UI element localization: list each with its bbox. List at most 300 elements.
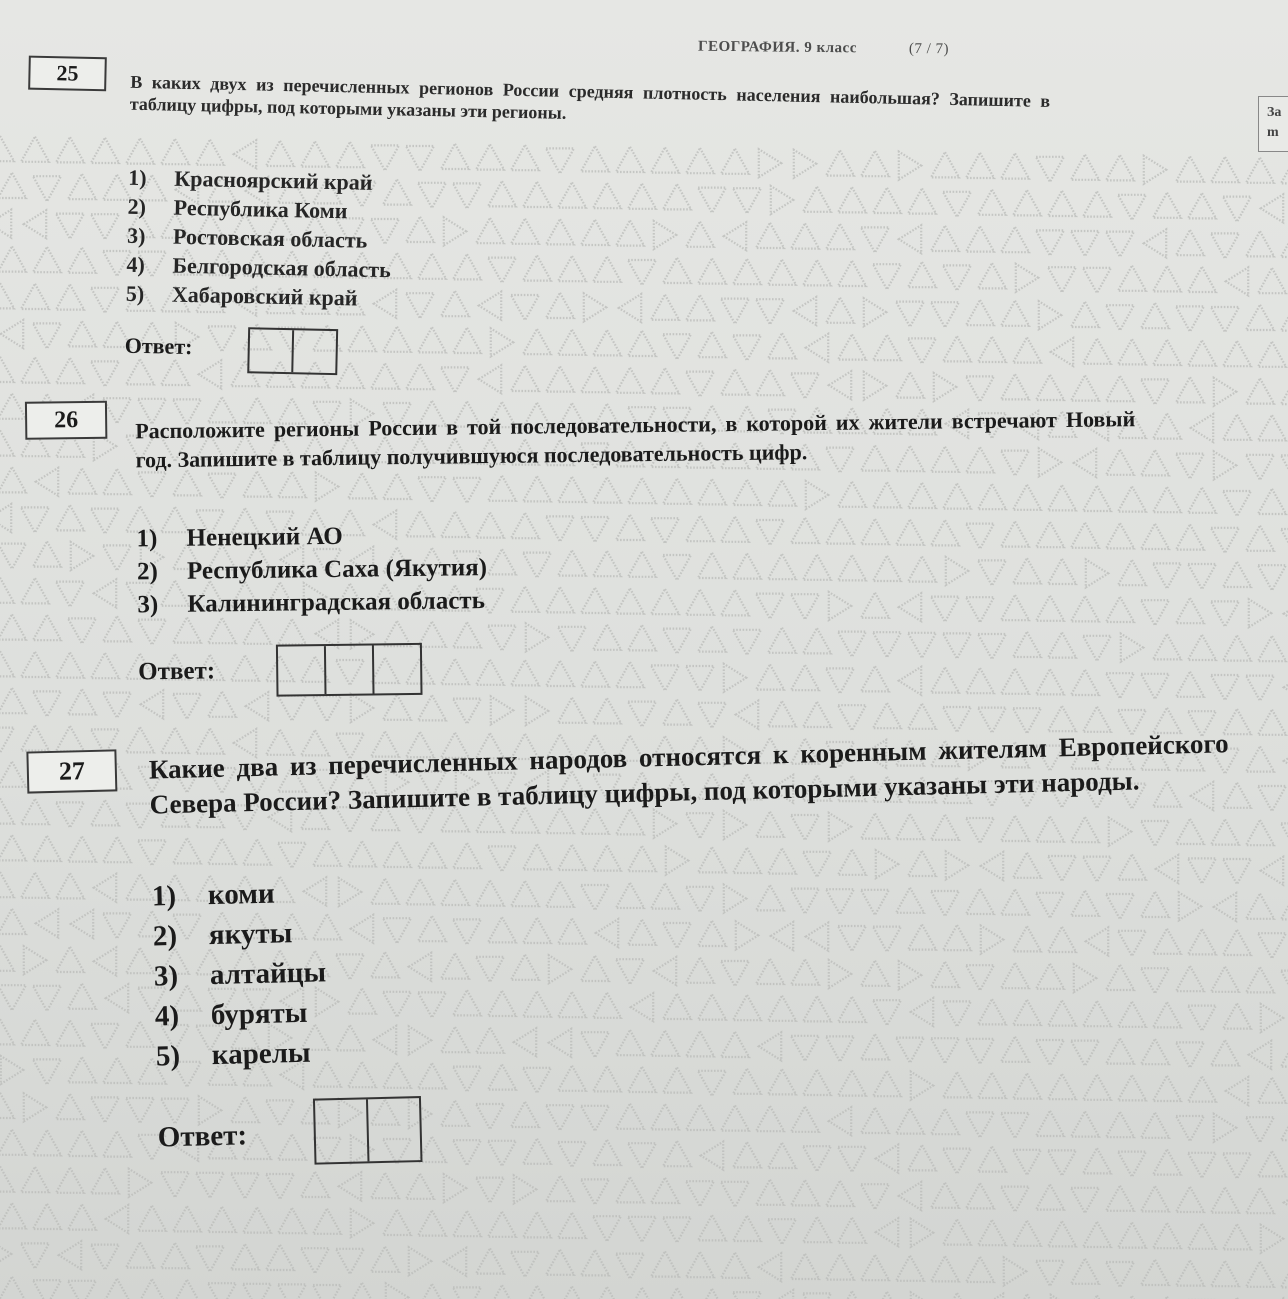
answer-label: Ответ: (124, 332, 193, 360)
watermark-triangle (686, 813, 714, 838)
watermark-triangle (698, 994, 726, 1019)
watermark-triangle (616, 1104, 644, 1129)
watermark-triangle (383, 918, 411, 943)
watermark-triangle (978, 1073, 1006, 1098)
watermark-triangle (616, 220, 644, 245)
watermark-triangle (546, 882, 574, 907)
watermark-triangle (838, 632, 866, 657)
answer-cell[interactable] (326, 645, 375, 694)
watermark-triangle (511, 513, 539, 538)
watermark-triangle (1258, 268, 1286, 293)
watermark-triangle (1176, 1116, 1204, 1141)
watermark-triangle (1246, 1262, 1274, 1287)
watermark-triangle (103, 1279, 131, 1299)
watermark-triangle (1258, 786, 1286, 811)
watermark-triangle (33, 541, 61, 566)
watermark-triangle (1153, 413, 1181, 438)
watermark-triangle (1083, 857, 1111, 882)
watermark-triangle (1176, 598, 1204, 623)
watermark-triangle (1036, 1261, 1064, 1286)
watermark-triangle (1071, 670, 1099, 695)
answer-cell[interactable] (278, 646, 327, 695)
watermark-triangle (771, 1290, 793, 1299)
watermark-triangle (1281, 1041, 1288, 1066)
watermark-triangle (838, 555, 866, 580)
watermark-triangle (593, 551, 621, 576)
watermark-triangle (654, 221, 676, 249)
watermark-triangle (1048, 1000, 1076, 1025)
watermark-triangle (94, 874, 116, 902)
option-list (126, 163, 393, 314)
watermark-triangle (1246, 746, 1274, 771)
watermark-triangle (1188, 564, 1216, 589)
watermark-triangle (0, 246, 26, 271)
watermark-triangle (768, 554, 796, 579)
watermark-triangle (371, 1247, 399, 1272)
watermark-triangle (861, 890, 889, 915)
watermark-triangle (978, 263, 1006, 288)
option-item (136, 518, 486, 555)
watermark-triangle (1106, 673, 1134, 698)
watermark-triangle (1036, 1040, 1064, 1065)
watermark-triangle (803, 996, 831, 1021)
watermark-triangle (1001, 227, 1029, 252)
watermark-triangle (476, 880, 504, 905)
watermark-triangle (1176, 819, 1204, 844)
watermark-triangle (546, 661, 574, 686)
watermark-triangle (1, 1056, 23, 1084)
answer-box[interactable] (313, 1096, 423, 1165)
watermark-triangle (1071, 302, 1099, 327)
watermark-triangle (966, 889, 994, 914)
watermark-triangle (1258, 636, 1286, 661)
watermark-triangle (896, 1038, 924, 1063)
watermark-triangle (1083, 1295, 1111, 1299)
watermark-triangle (546, 219, 574, 244)
watermark-triangle (1036, 230, 1064, 255)
watermark-triangle (1176, 672, 1204, 697)
watermark-triangle (208, 1283, 236, 1299)
watermark-triangle (103, 913, 131, 938)
watermark-triangle (791, 594, 819, 619)
watermark-triangle (899, 225, 921, 253)
watermark-triangle (663, 994, 691, 1019)
watermark-triangle (476, 1178, 504, 1203)
watermark-triangle (1246, 305, 1274, 330)
watermark-triangle (488, 476, 516, 501)
watermark-triangle (829, 813, 851, 841)
watermark-triangle (628, 184, 656, 209)
watermark-triangle (374, 1026, 396, 1054)
watermark-triangle (803, 852, 831, 877)
watermark-triangle (56, 1020, 84, 1045)
watermark-triangle (0, 688, 26, 713)
watermark-triangle (1246, 158, 1274, 183)
watermark-triangle (1214, 451, 1236, 479)
watermark-triangle (721, 517, 749, 542)
watermark-triangle (756, 1106, 784, 1131)
watermark-triangle (803, 187, 831, 212)
watermark-triangle (208, 692, 236, 717)
watermark-triangle (791, 1036, 819, 1061)
watermark-triangle (651, 665, 679, 690)
watermark-triangle (103, 175, 131, 200)
watermark-triangle (476, 1104, 504, 1129)
watermark-triangle (0, 357, 14, 382)
watermark-triangle (1211, 157, 1239, 182)
option-number: 5) (125, 280, 145, 307)
watermark-triangle (546, 1105, 574, 1130)
watermark-triangle (1001, 963, 1029, 988)
watermark-triangle (943, 1293, 971, 1299)
watermark-triangle (899, 593, 921, 621)
answer-cell[interactable] (249, 329, 294, 372)
answer-box[interactable] (276, 643, 423, 697)
answer-cell[interactable] (368, 1098, 420, 1161)
watermark-triangle (33, 1130, 61, 1155)
watermark-triangle (1176, 454, 1204, 479)
watermark-triangle (313, 696, 341, 721)
watermark-triangle (724, 664, 746, 692)
watermark-triangle (138, 840, 166, 865)
watermark-triangle (1144, 229, 1166, 257)
watermark-triangle (581, 367, 609, 392)
watermark-triangle (651, 147, 679, 172)
watermark-triangle (1261, 1225, 1283, 1253)
watermark-triangle (511, 295, 539, 320)
watermark-triangle (654, 957, 676, 985)
watermark-triangle (616, 883, 644, 908)
watermark-triangle (339, 1172, 361, 1200)
option-number: 2) (136, 558, 158, 586)
watermark-triangle (1013, 708, 1041, 733)
watermark-triangle (1153, 487, 1181, 512)
watermark-triangle (873, 264, 901, 289)
watermark-triangle (523, 476, 551, 501)
watermark-triangle (829, 960, 851, 988)
watermark-triangle (721, 1253, 749, 1278)
watermark-triangle (383, 327, 411, 352)
watermark-triangle (418, 695, 446, 720)
watermark-triangle (511, 1102, 539, 1127)
watermark-triangle (756, 664, 784, 689)
watermark-triangle (68, 174, 96, 199)
watermark-triangle (628, 702, 656, 727)
watermark-triangle (383, 695, 411, 720)
task-question: В каких двух из перечисленных регионов России средняя плотность населения наибольшая? Запишите в таблицу цифры, под которыми указаны эти регионы. (129, 71, 1051, 123)
watermark-triangle (651, 589, 679, 614)
watermark-triangle (966, 1112, 994, 1137)
watermark-triangle (619, 294, 641, 322)
watermark-triangle (1176, 156, 1204, 181)
watermark-triangle (701, 1142, 723, 1170)
watermark-triangle (581, 146, 609, 171)
watermark-triangle (966, 597, 994, 622)
answer-box[interactable] (247, 327, 338, 375)
watermark-triangle (56, 582, 84, 607)
watermark-triangle (444, 1248, 466, 1276)
watermark-triangle (103, 1058, 131, 1083)
watermark-triangle (733, 1069, 761, 1094)
watermark-triangle (876, 1145, 898, 1173)
watermark-triangle (756, 370, 784, 395)
watermark-triangle (21, 652, 49, 677)
watermark-triangle (1118, 1075, 1146, 1100)
watermark-triangle (453, 699, 481, 724)
watermark-triangle (68, 1057, 96, 1082)
watermark-triangle (21, 1020, 49, 1045)
watermark-triangle (1048, 706, 1076, 731)
watermark-triangle (21, 799, 49, 824)
watermark-triangle (686, 1031, 714, 1056)
watermark-triangle (351, 915, 373, 943)
watermark-triangle (103, 616, 131, 641)
answer-cell[interactable] (315, 1099, 369, 1162)
watermark-triangle (0, 651, 14, 676)
watermark-triangle (523, 329, 551, 354)
watermark-triangle (1223, 415, 1251, 440)
watermark-triangle (1258, 933, 1286, 958)
watermark-triangle (21, 725, 49, 750)
watermark-triangle (1118, 339, 1146, 364)
watermark-triangle (698, 703, 726, 728)
watermark-triangle (733, 259, 761, 284)
watermark-triangle (523, 918, 551, 943)
watermark-triangle (546, 366, 574, 391)
option-text: буряты (210, 996, 308, 1032)
watermark-triangle (628, 1143, 656, 1168)
watermark-triangle (56, 1168, 84, 1193)
answer-cell[interactable] (293, 330, 336, 373)
watermark-triangle (861, 666, 889, 691)
watermark-triangle (803, 260, 831, 285)
watermark-triangle (756, 812, 784, 837)
watermark-triangle (1223, 491, 1251, 516)
watermark-triangle (1013, 1294, 1041, 1299)
watermark-triangle (196, 1173, 224, 1198)
watermark-triangle (0, 1019, 14, 1044)
watermark-triangle (864, 372, 886, 400)
watermark-triangle (1153, 266, 1181, 291)
answer-cell[interactable] (374, 645, 421, 694)
watermark-triangle (616, 147, 644, 172)
watermark-triangle (546, 1250, 574, 1275)
option-number: 2) (127, 193, 147, 220)
watermark-triangle (1071, 596, 1099, 621)
watermark-triangle (0, 762, 26, 787)
watermark-triangle (488, 991, 516, 1016)
watermark-triangle (1281, 455, 1288, 480)
watermark-triangle (488, 258, 516, 283)
watermark-triangle (406, 217, 434, 242)
watermark-triangle (908, 851, 936, 876)
watermark-triangle (698, 1071, 726, 1096)
watermark-triangle (733, 848, 761, 873)
option-list (136, 518, 487, 621)
watermark-triangle (1261, 194, 1283, 222)
watermark-triangle (838, 482, 866, 507)
option-text: коми (207, 877, 276, 912)
watermark-triangle (511, 955, 539, 980)
watermark-triangle (943, 633, 971, 658)
watermark-triangle (383, 992, 411, 1017)
watermark-triangle (0, 1240, 11, 1268)
watermark-triangle (1141, 892, 1169, 917)
watermark-triangle (94, 579, 116, 607)
watermark-triangle (931, 520, 959, 545)
watermark-triangle (981, 852, 1003, 880)
watermark-triangle (33, 986, 61, 1011)
watermark-triangle (1211, 1040, 1239, 1065)
watermark-triangle (581, 885, 609, 910)
watermark-triangle (1083, 707, 1111, 732)
watermark-triangle (698, 258, 726, 283)
watermark-triangle (138, 1206, 166, 1231)
watermark-triangle (103, 545, 131, 570)
watermark-triangle (1118, 195, 1146, 220)
watermark-triangle (479, 292, 501, 320)
watermark-triangle (616, 1254, 644, 1279)
watermark-triangle (91, 288, 119, 313)
watermark-triangle (663, 479, 691, 504)
watermark-triangle (1214, 893, 1236, 921)
watermark-triangle (208, 326, 236, 351)
watermark-triangle (1141, 379, 1169, 404)
watermark-triangle (581, 588, 609, 613)
watermark-triangle (441, 144, 469, 169)
watermark-triangle (838, 1218, 866, 1243)
watermark-triangle (0, 210, 11, 238)
watermark-triangle (651, 1178, 679, 1203)
watermark-triangle (348, 326, 376, 351)
watermark-triangle (1071, 375, 1099, 400)
watermark-triangle (453, 183, 481, 208)
watermark-triangle (1013, 926, 1041, 951)
watermark-triangle (418, 842, 446, 867)
watermark-triangle (686, 148, 714, 173)
watermark-triangle (103, 837, 131, 862)
watermark-triangle (1258, 489, 1286, 514)
watermark-triangle (911, 998, 933, 1026)
watermark-triangle (1141, 674, 1169, 699)
watermark-triangle (1013, 485, 1041, 510)
watermark-triangle (371, 1173, 399, 1198)
subject-title: ГЕОГРАФИЯ. 9 класс (697, 38, 857, 57)
watermark-triangle (301, 141, 329, 166)
watermark-triangle (1118, 486, 1146, 511)
watermark-triangle (523, 1139, 551, 1164)
watermark-triangle (348, 1062, 376, 1087)
watermark-triangle (453, 254, 481, 279)
watermark-triangle (1106, 1038, 1134, 1063)
watermark-triangle (56, 802, 84, 827)
watermark-triangle (698, 847, 726, 872)
watermark-triangle (1281, 305, 1288, 330)
watermark-triangle (0, 1166, 14, 1191)
watermark-triangle (1284, 747, 1288, 775)
watermark-triangle (756, 520, 784, 545)
watermark-triangle (768, 260, 796, 285)
watermark-triangle (896, 520, 924, 545)
watermark-triangle (733, 480, 761, 505)
watermark-triangle (943, 1149, 971, 1174)
option-number: 3) (126, 222, 146, 249)
watermark-triangle (266, 1100, 294, 1125)
watermark-triangle (1036, 1111, 1064, 1136)
watermark-triangle (0, 394, 26, 419)
watermark-triangle (511, 366, 539, 391)
watermark-triangle (1118, 1152, 1146, 1177)
watermark-triangle (0, 1130, 26, 1155)
watermark-triangle (1176, 1187, 1204, 1212)
watermark-triangle (1211, 528, 1239, 553)
watermark-triangle (908, 556, 936, 581)
watermark-triangle (581, 956, 609, 981)
watermark-triangle (1036, 375, 1064, 400)
watermark-triangle (208, 839, 236, 864)
watermark-triangle (966, 153, 994, 178)
watermark-triangle (418, 916, 446, 941)
watermark-triangle (1001, 889, 1029, 914)
watermark-triangle (491, 328, 513, 356)
watermark-triangle (94, 947, 116, 975)
watermark-triangle (546, 516, 574, 541)
watermark-triangle (803, 555, 831, 580)
watermark-triangle (68, 618, 96, 643)
watermark-triangle (651, 295, 679, 320)
watermark-triangle (616, 588, 644, 613)
watermark-triangle (558, 1066, 586, 1091)
watermark-triangle (1083, 191, 1111, 216)
watermark-triangle (234, 140, 256, 168)
option-number: 3) (153, 959, 179, 993)
watermark-triangle (721, 961, 749, 986)
watermark-triangle (1226, 267, 1248, 295)
watermark-triangle (21, 507, 49, 532)
watermark-triangle (1211, 307, 1239, 332)
watermark-triangle (243, 839, 271, 864)
watermark-triangle (686, 222, 714, 247)
watermark-triangle (756, 299, 784, 324)
watermark-triangle (724, 222, 746, 250)
watermark-triangle (479, 365, 501, 393)
watermark-triangle (1083, 1075, 1111, 1100)
watermark-triangle (899, 961, 921, 989)
watermark-triangle (1013, 853, 1041, 878)
watermark-triangle (1281, 823, 1288, 848)
watermark-triangle (733, 995, 761, 1020)
watermark-triangle (651, 518, 679, 543)
watermark-triangle (546, 148, 574, 173)
watermark-triangle (453, 1140, 481, 1165)
watermark-triangle (173, 1280, 201, 1299)
watermark-triangle (1141, 1186, 1169, 1211)
watermark-triangle (931, 1183, 959, 1208)
watermark-triangle (736, 701, 758, 729)
watermark-triangle (931, 891, 959, 916)
watermark-triangle (36, 468, 58, 496)
watermark-triangle (593, 1287, 621, 1299)
watermark-triangle (1013, 337, 1041, 362)
watermark-triangle (371, 879, 399, 904)
watermark-triangle (593, 698, 621, 723)
watermark-triangle (558, 330, 586, 355)
watermark-triangle (1071, 1259, 1099, 1284)
watermark-triangle (1188, 1076, 1216, 1101)
watermark-triangle (418, 477, 446, 502)
watermark-triangle (1176, 1042, 1204, 1067)
watermark-triangle (806, 334, 828, 362)
